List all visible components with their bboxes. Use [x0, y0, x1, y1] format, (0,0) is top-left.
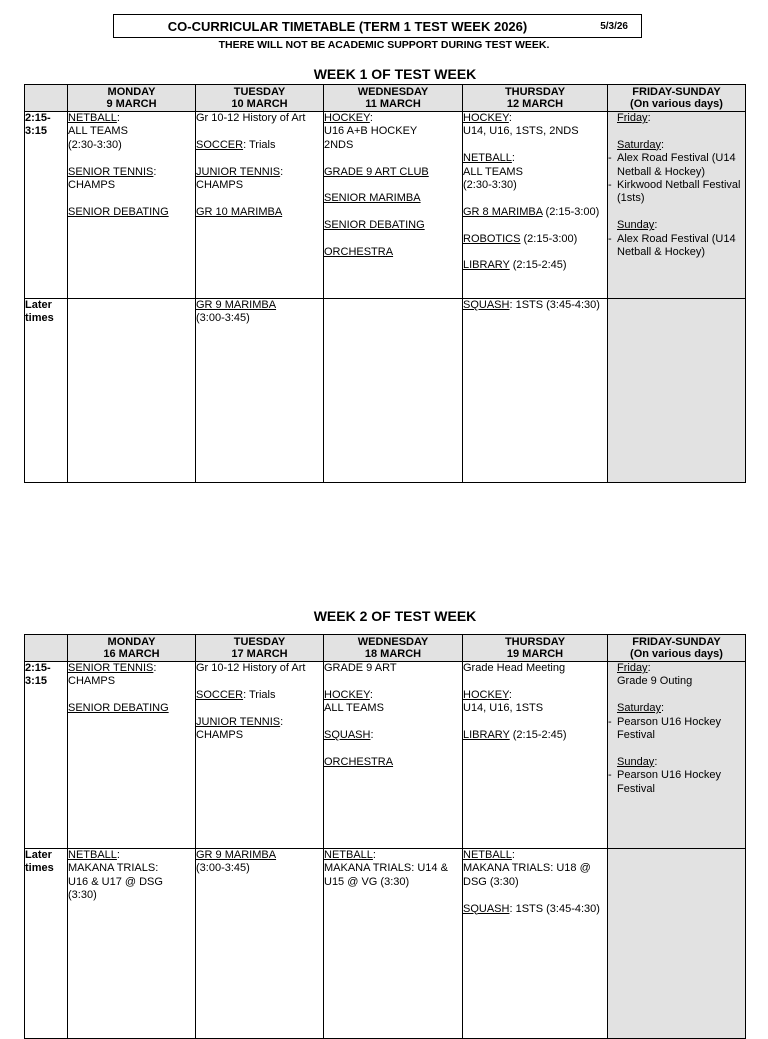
- weekend-afternoon-cell: [608, 112, 746, 299]
- weekend-day-entry: Sunday: - Pearson U16 Hockey Festival: [608, 756, 745, 796]
- wednesday-afternoon-cell: [324, 662, 463, 849]
- timetable-header: [113, 14, 642, 38]
- activity-entry: SENIOR TENNIS: CHAMPS: [68, 165, 157, 192]
- week1-timetable: [24, 84, 746, 483]
- activity-entry: SQUASH: 1STS (3:45-4:30): [463, 902, 600, 915]
- activity-entry: NETBALL: MAKANA TRIALS: U18 @ DSG (3:30): [463, 849, 591, 888]
- weekend-day-entry: Friday: Grade 9 Outing: [617, 662, 693, 688]
- weekend-day-entry: Saturday: - Pearson U16 Hockey Festival: [608, 702, 745, 742]
- day-header-thursday: THURSDAY 12 MARCH: [463, 85, 608, 112]
- weekend-day-entry: Sunday: - Alex Road Festival (U14 Netball & Hockey): [608, 219, 745, 259]
- wednesday-later-cell: [324, 299, 463, 483]
- monday-afternoon-cell: [68, 112, 196, 299]
- thursday-later-cell: [463, 849, 608, 1039]
- activity-entry: SENIOR DEBATING: [68, 205, 169, 218]
- activity-entry: LIBRARY (2:15-2:45): [463, 259, 567, 272]
- weekend-day-entry: Saturday: - Alex Road Festival (U14 Netball & Hockey) - Kirkwood Netball Festival (1sts): [608, 139, 745, 206]
- activity-entry: SENIOR TENNIS: CHAMPS: [68, 662, 157, 688]
- activity-entry: SOCCER: Trials: [196, 688, 276, 701]
- activity-entry: JUNIOR TENNIS: CHAMPS: [196, 165, 284, 191]
- time-slot-later: Later times: [25, 849, 68, 1039]
- week1-title: WEEK 1 OF TEST WEEK: [313, 66, 477, 82]
- time-column-header: [25, 635, 68, 662]
- activity-entry: Grade Head Meeting: [463, 662, 566, 674]
- activity-entry: GRADE 9 ART: [324, 662, 397, 674]
- activity-entry: GR 9 MARIMBA (3:00-3:45): [196, 849, 277, 875]
- day-header-tuesday: TUESDAY 17 MARCH: [196, 635, 324, 662]
- activity-entry: SQUASH: 1STS (3:45-4:30): [463, 299, 600, 311]
- week2-timetable: [24, 634, 746, 1039]
- activity-entry: HOCKEY: ALL TEAMS: [324, 688, 384, 715]
- day-header-wednesday: WEDNESDAY 11 MARCH: [324, 85, 463, 112]
- weekend-later-cell: [608, 299, 746, 483]
- activity-entry: Gr 10-12 History of Art: [196, 112, 306, 124]
- activity-entry: NETBALL: ALL TEAMS (2:30-3:30): [68, 112, 128, 151]
- event-list-item: - Pearson U16 Hockey Festival: [608, 716, 745, 743]
- event-list-item: - Pearson U16 Hockey Festival: [608, 769, 745, 796]
- activity-entry: GR 10 MARIMBA: [196, 205, 283, 218]
- wednesday-afternoon-cell: [324, 112, 463, 299]
- thursday-afternoon-cell: [463, 112, 608, 299]
- tuesday-afternoon-cell: [196, 112, 324, 299]
- day-header-monday: MONDAY 9 MARCH: [68, 85, 196, 112]
- weekend-later-cell: [608, 849, 746, 1039]
- document-date: 5/3/26: [600, 21, 628, 32]
- day-header-friday-sunday: FRIDAY-SUNDAY (On various days): [608, 85, 746, 112]
- thursday-afternoon-cell: [463, 662, 608, 849]
- activity-entry: HOCKEY: U16 A+B HOCKEY 2NDS: [324, 112, 418, 151]
- tuesday-later-cell: [196, 299, 324, 483]
- monday-later-cell: [68, 299, 196, 483]
- activity-entry: GR 9 MARIMBA (3:00-3:45): [196, 299, 277, 325]
- activity-entry: HOCKEY: U14, U16, 1STS: [463, 688, 544, 715]
- activity-entry: NETBALL: MAKANA TRIALS: U14 & U15 @ VG (3:30): [324, 849, 448, 888]
- activity-entry: SENIOR DEBATING: [68, 702, 169, 715]
- activity-entry: ORCHESTRA: [324, 246, 394, 258]
- day-header-thursday: THURSDAY 19 MARCH: [463, 635, 608, 662]
- activity-entry: NETBALL: ALL TEAMS (2:30-3:30): [463, 152, 523, 192]
- activity-entry: GRADE 9 ART CLUB: [324, 165, 429, 178]
- time-slot-later: Later times: [25, 299, 68, 483]
- activity-entry: SENIOR MARIMBA: [324, 192, 421, 205]
- thursday-later-cell: [463, 299, 608, 483]
- weekend-day-entry: Friday:: [617, 112, 651, 124]
- day-header-monday: MONDAY 16 MARCH: [68, 635, 196, 662]
- activity-entry: HOCKEY: U14, U16, 1STS, 2NDS: [463, 112, 579, 138]
- monday-afternoon-cell: [68, 662, 196, 849]
- activity-entry: ROBOTICS (2:15-3:00): [463, 232, 578, 245]
- activity-entry: JUNIOR TENNIS: CHAMPS: [196, 715, 284, 741]
- tuesday-later-cell: [196, 849, 324, 1039]
- day-header-tuesday: TUESDAY 10 MARCH: [196, 85, 324, 112]
- event-list-item: - Alex Road Festival (U14 Netball & Hockey): [608, 152, 745, 179]
- monday-later-cell: [68, 849, 196, 1039]
- tuesday-afternoon-cell: [196, 662, 324, 849]
- activity-entry: Gr 10-12 History of Art: [196, 662, 306, 674]
- event-list-item: - Kirkwood Netball Festival (1sts): [608, 179, 745, 206]
- activity-entry: SENIOR DEBATING: [324, 219, 425, 232]
- wednesday-later-cell: [324, 849, 463, 1039]
- activity-entry: SQUASH:: [324, 729, 374, 741]
- week2-title: WEEK 2 OF TEST WEEK: [313, 608, 477, 624]
- activity-entry: LIBRARY (2:15-2:45): [463, 729, 567, 741]
- activity-entry: SOCCER: Trials: [196, 138, 276, 151]
- day-header-friday-sunday: FRIDAY-SUNDAY (On various days): [608, 635, 746, 662]
- document-title: CO-CURRICULAR TIMETABLE (TERM 1 TEST WEEK 2026): [167, 19, 528, 34]
- academic-support-notice: THERE WILL NOT BE ACADEMIC SUPPORT DURING TEST WEEK.: [218, 39, 550, 51]
- activity-entry: GR 8 MARIMBA (2:15-3:00): [463, 205, 600, 218]
- time-column-header: [25, 85, 68, 112]
- event-list-item: - Alex Road Festival (U14 Netball & Hockey): [608, 233, 745, 260]
- time-slot-afternoon: 2:15- 3:15: [25, 662, 68, 849]
- time-slot-afternoon: 2:15- 3:15: [25, 112, 68, 299]
- activity-entry: NETBALL: MAKANA TRIALS: U16 & U17 @ DSG (3:30): [68, 849, 163, 902]
- day-header-wednesday: WEDNESDAY 18 MARCH: [324, 635, 463, 662]
- activity-entry: ORCHESTRA: [324, 755, 394, 768]
- weekend-afternoon-cell: [608, 662, 746, 849]
